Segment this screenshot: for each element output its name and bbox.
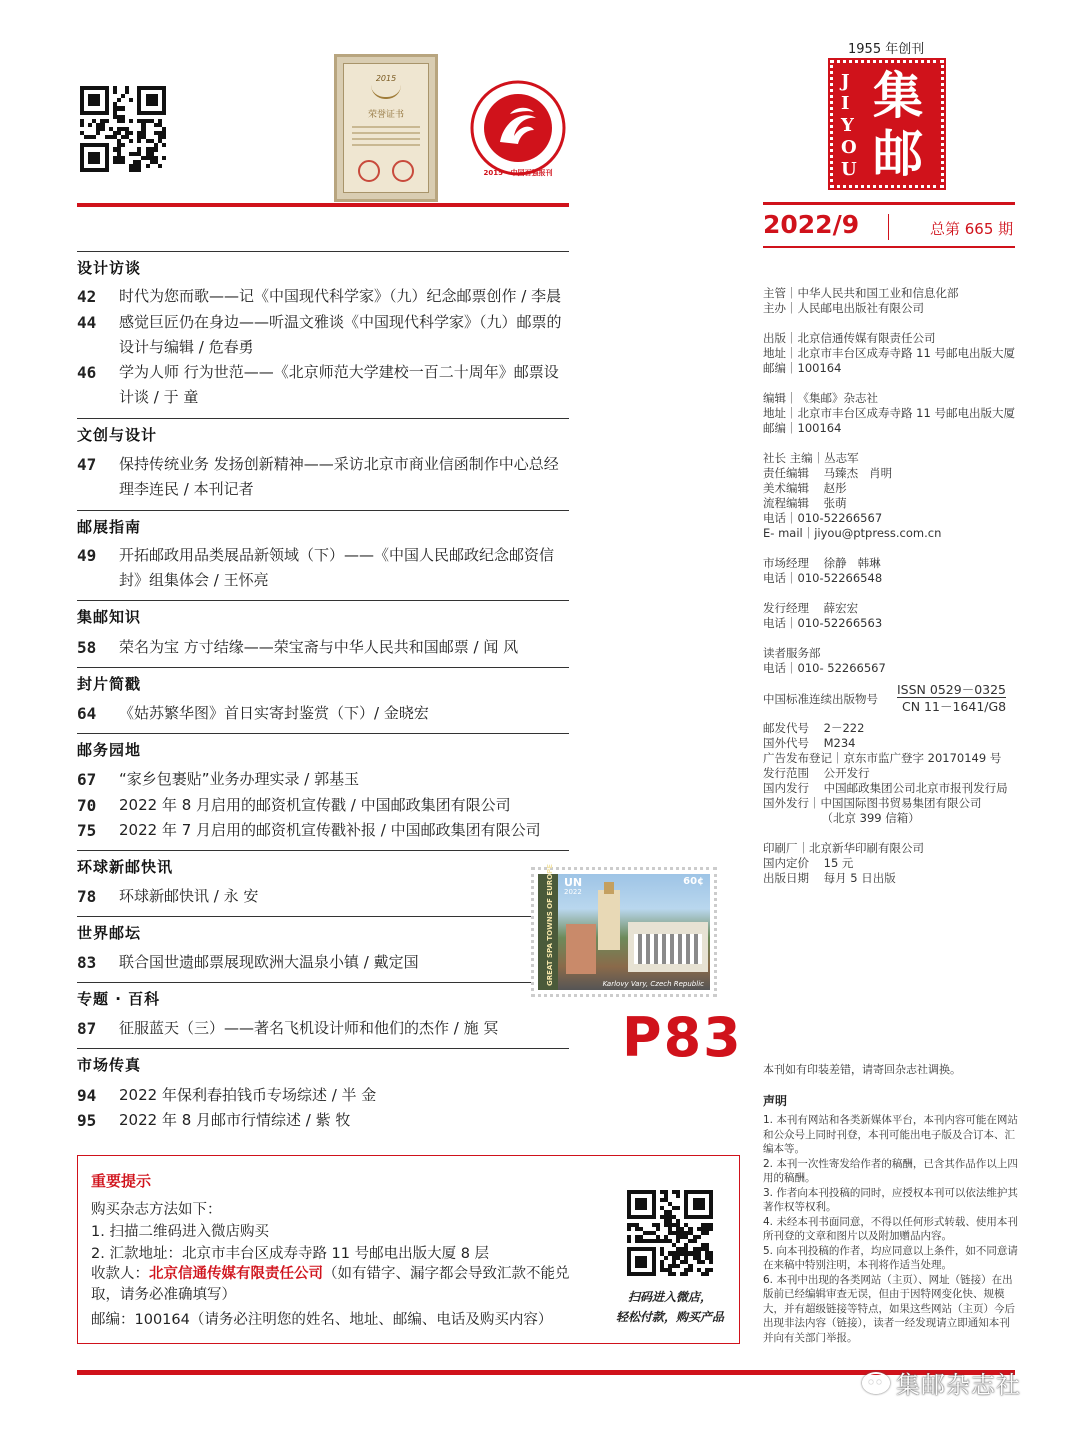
toc-section: [77, 850, 569, 877]
logo-cn: 集邮: [873, 66, 923, 183]
toc-section: [77, 916, 569, 943]
masthead-rule-top: [763, 202, 1015, 205]
toc-article-title: 《姑苏繁华图》首日实寄封鉴赏（下）/ 金晓宏: [119, 704, 429, 722]
notice-title: 重要提示: [91, 1172, 152, 1190]
masthead-reader-service: 读者服务部 电话｜010- 52266567: [763, 646, 886, 675]
payee-label: 收款人：: [91, 1266, 149, 1282]
notice-line-2: 1. 扫描二维码进入微店购买: [91, 1224, 269, 1240]
notice-line-1: 购买杂志方法如下：: [91, 1202, 222, 1218]
stamp-side-text: GREAT SPA TOWNS OF EUROPE: [546, 863, 554, 986]
toc-section-title: 环球新邮快讯: [77, 858, 174, 876]
total-issue: 总第 665 期: [930, 220, 1014, 238]
notice-payee: [91, 1264, 571, 1306]
un-stamp-image: [531, 863, 717, 997]
notice-line-5: 邮编：100164（请务必注明您的姓名、地址、邮编、电话及购买内容）: [91, 1312, 553, 1328]
jiyou-logo: [830, 60, 944, 188]
qr-caption-2: 轻松付款，购买产品: [615, 1310, 724, 1324]
misprint-note: 本刊如有印装差错，请寄回杂志社调换。: [763, 1063, 961, 1076]
stamp-caption: Karlovy Vary, Czech Republic: [602, 980, 704, 988]
toc-article-title: 学为人师 行为世范——《北京师范大学建校一百二十周年》邮票设计谈 / 于 童: [119, 363, 559, 406]
toc-page-number: 64: [77, 704, 97, 723]
masthead-marketing: 市场经理 徐静 韩琳 电话｜010-52266548: [763, 556, 883, 585]
qr-caption-1: 扫码进入微店，: [627, 1290, 712, 1304]
toc-page-number: 44: [77, 313, 97, 332]
toc-section-title: 专题 · 百科: [77, 990, 161, 1008]
toc-article-title: 2022 年 7 月启用的邮资机宣传戳补报 / 中国邮政集团有限公司: [119, 821, 541, 839]
toc-article-title: 开拓邮政用品类展品新领域（下）——《中国人民邮政纪念邮资信封》组集体会 / 王怀亮: [119, 546, 555, 589]
toc-page-number: 83: [77, 953, 97, 972]
issue-number: 2022/9: [763, 210, 860, 239]
toc-section: [77, 600, 569, 627]
toc-page-number: 70: [77, 796, 97, 815]
toc-page-number: 78: [77, 887, 97, 906]
cn-number: CN 11－1641/G8: [902, 699, 1007, 714]
masthead-distribution: 发行经理 薛宏宏 电话｜010-52266563: [763, 601, 883, 630]
toc-article-title: 保持传统业务 发扬创新精神——采访北京市商业信函制作中心总经理李连民 / 本刊记者: [119, 455, 559, 498]
masthead-sponsor: 主管｜中华人民共和国工业和信息化部 主办｜人民邮电出版社有限公司: [763, 286, 959, 315]
stamp-un: UN: [564, 876, 583, 889]
toc-article-title: 2022 年保利春拍钱币专场综述 / 半 金: [119, 1086, 377, 1104]
toc-article-title: 征服蓝天（三）——著名飞机设计师和他们的杰作 / 施 冥: [119, 1019, 499, 1037]
masthead-postal: 邮发代号 2－222 国外代号 M234 广告发布登记｜京东市监广登字 20170149 号 发行范围 公开发行 国内发行 中国邮政集团公司北京市报刊发行局 国外发行｜中国国际图书贸易集团有限公司 （北京 399 信箱）: [763, 721, 1008, 825]
toc-page-number: 46: [77, 363, 97, 382]
logo-en: JIYOU: [841, 71, 857, 180]
std-number-label: 中国标准连续出版物号: [763, 692, 878, 706]
stamp-page-label: P83: [622, 1006, 743, 1069]
top100-seal-logo: [470, 80, 566, 176]
cert-title: 荣誉证书: [367, 110, 404, 120]
toc-section-title: 邮展指南: [77, 518, 142, 536]
toc-article-title: 感觉巨匠仍在身边——听温文雅谈《中国现代科学家》（九）邮票的设计与编辑 / 危春勇: [119, 313, 562, 356]
toc-article-title: 时代为您而歌——记《中国现代科学家》（九）纪念邮票创作 / 李晨: [119, 287, 562, 305]
toc-section-title: 封片简戳: [77, 675, 142, 693]
declaration-title: 声明: [763, 1094, 788, 1108]
toc-section: [77, 510, 569, 537]
toc-section-title: 市场传真: [77, 1056, 142, 1074]
masthead-staff: 社长 主编｜丛志军 责任编辑 马臻杰 肖明 美术编辑 赵彤 流程编辑 张萌 电话｜010-52266567 E- mail｜jiyou@ptpress.com.cn: [763, 451, 942, 540]
toc-section: [77, 418, 569, 445]
qr-code[interactable]: [80, 86, 166, 172]
weidian-qr-code[interactable]: [627, 1190, 713, 1276]
payee-note: （如有错字、漏字都会导致汇款不能兑取，请务必准确填写）: [91, 1266, 570, 1303]
toc-section: [77, 667, 569, 694]
honor-certificate: [334, 54, 438, 202]
purchase-notice-box: [77, 1155, 740, 1344]
toc-article-title: 荣名为宝 方寸结缘——荣宝斋与中华人民共和国邮票 / 闻 风: [119, 638, 519, 656]
masthead-rule-bottom: [763, 246, 1015, 248]
toc-section-title: 邮务园地: [77, 741, 142, 759]
toc-page-number: 58: [77, 638, 97, 657]
cert-year: 2015: [375, 74, 397, 83]
toc-section-title: 集邮知识: [77, 608, 142, 626]
toc-page-number: 94: [77, 1086, 97, 1105]
toc-page-number: 49: [77, 546, 97, 565]
declaration-body: 1. 本刊有网站和各类新媒体平台，本刊内容可能在网站和公众号上同时刊登，本刊可能出电子版及合订本、汇编本等。 2. 本刊一次性寄发给作者的稿酬，已含其作品作以上四用的稿酬。 3. 作者向本刊投稿的同时，应授权本刊可以依法维护其著作权等权利。 4. 未经本刊书面同意，不得以任何形式转载、使用本刊所刊登的文章和图片以及附加赠品内容。 5. 向本刊投稿的作者，均应同意以上条件，如不同意请在来稿中特别注明，本刊将作适当处理。 6. 本刊中出现的各类网站（主页）、网址（链接）在出版前已经编辑审查无误，但由于因特网变化快、规模大，并有超级链接等特点，如果这些网站（主页）今后出现非法内容（链接），读者一经发现请立即通知本刊并向有关部门举报。: [763, 1114, 1018, 1344]
seal-text: 2015 · 中国百强报刊: [483, 169, 553, 177]
wechat-icon: [862, 1372, 890, 1394]
toc-section: [77, 1048, 569, 1075]
wechat-watermark: [862, 1365, 1021, 1400]
toc-article-title: 环球新邮快讯 / 永 安: [119, 887, 259, 905]
toc-article-title: 2022 年 8 月启用的邮资机宣传戳 / 中国邮政集团有限公司: [119, 796, 511, 814]
notice-line-3: 2. 汇款地址：北京市丰台区成寿寺路 11 号邮电出版大厦 8 层: [91, 1246, 490, 1262]
toc-page-number: 87: [77, 1019, 97, 1038]
toc-section: [77, 251, 569, 278]
masthead-editor: 编辑｜《集邮》杂志社 地址｜北京市丰台区成寿寺路 11 号邮电出版大厦 邮编｜100164: [763, 391, 1015, 435]
toc-article-title: 联合国世遗邮票展现欧洲大温泉小镇 / 戴定国: [119, 953, 419, 971]
toc-page-number: 47: [77, 455, 97, 474]
issn-number: ISSN 0529－0325: [897, 682, 1007, 697]
toc-section: [77, 982, 569, 1009]
masthead-publisher: 出版｜北京信通传媒有限责任公司 地址｜北京市丰台区成寿寺路 11 号邮电出版大厦 邮编｜100164: [763, 331, 1015, 375]
stamp-value: 60¢: [683, 876, 704, 887]
toc-section: [77, 733, 569, 760]
top-red-rule: [77, 203, 569, 207]
toc-page-number: 67: [77, 770, 97, 789]
toc-article-title: “家乡包裹贴”业务办理实录 / 郭基玉: [119, 770, 360, 788]
watermark-text: 集邮杂志社: [896, 1371, 1021, 1399]
payee-name: 北京信通传媒有限责任公司: [149, 1266, 323, 1282]
founded-label: 1955 年创刊: [848, 42, 925, 57]
toc-section-title: 设计访谈: [77, 259, 142, 277]
toc-section-title: 世界邮坛: [77, 924, 142, 942]
toc-page-number: 42: [77, 287, 97, 306]
toc-article-title: 2022 年 8 月邮市行情综述 / 紫 牧: [119, 1111, 351, 1129]
stamp-year: 2022: [564, 888, 582, 896]
toc-page-number: 95: [77, 1111, 97, 1130]
toc-section-title: 文创与设计: [77, 426, 158, 444]
masthead-printing: 印刷厂｜北京新华印刷有限公司 国内定价 15 元 出版日期 每月 5 日出版: [763, 841, 924, 885]
issue-divider: [888, 214, 889, 240]
toc-page-number: 75: [77, 821, 97, 840]
